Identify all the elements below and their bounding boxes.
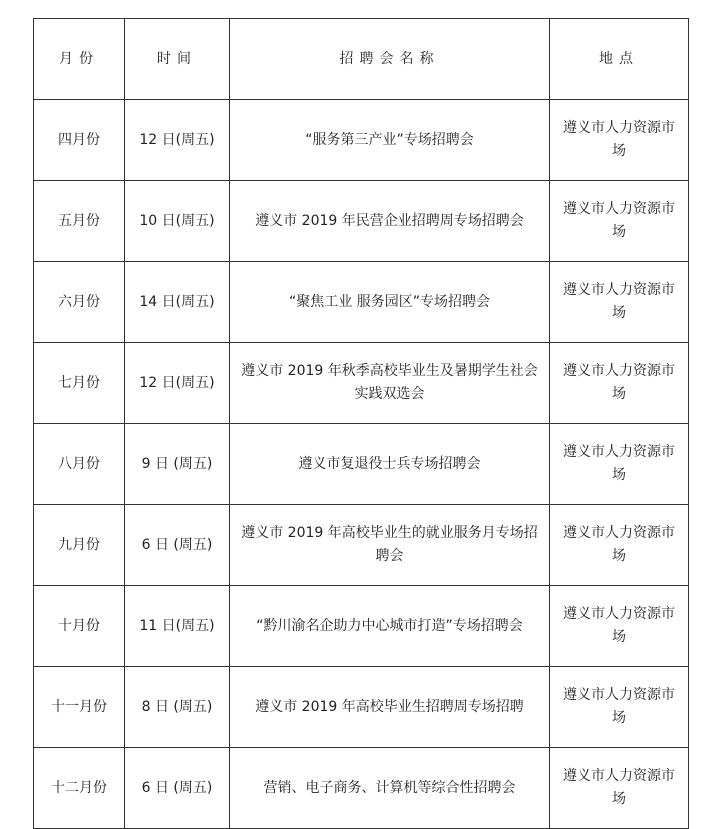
cell-location bbox=[550, 667, 689, 748]
cell-time: 6 日 (周五) bbox=[125, 748, 230, 829]
table-row bbox=[34, 343, 689, 424]
location-text: 遵义市人力资源市场 bbox=[563, 444, 675, 483]
table-row bbox=[34, 424, 689, 505]
fair-name-text: “黔川渝名企助力中心城市打造”专场招聘会 bbox=[256, 617, 523, 634]
cell-fair-name bbox=[230, 505, 550, 586]
cell-location bbox=[550, 748, 689, 829]
table-header-row bbox=[34, 19, 689, 100]
cell-time: 8 日 (周五) bbox=[125, 667, 230, 748]
cell-month: 九月份 bbox=[34, 505, 125, 586]
table-row bbox=[34, 586, 689, 667]
fair-name-text: 遵义市复退役士兵专场招聘会 bbox=[298, 455, 481, 472]
location-text: 遵义市人力资源市场 bbox=[563, 282, 675, 321]
fair-name-text: 遵义市 2019 年高校毕业生的就业服务月专场招聘会 bbox=[241, 525, 538, 564]
fair-name-text: 营销、电子商务、计算机等综合性招聘会 bbox=[263, 779, 516, 796]
fair-name-text: 遵义市 2019 年高校毕业生招聘周专场招聘 bbox=[255, 698, 524, 715]
table-row bbox=[34, 505, 689, 586]
fair-name-text: “聚焦工业 服务园区”专场招聘会 bbox=[289, 293, 490, 310]
cell-time: 11 日(周五) bbox=[125, 586, 230, 667]
fair-name-text: 遵义市 2019 年民营企业招聘周专场招聘会 bbox=[255, 212, 524, 229]
location-text: 遵义市人力资源市场 bbox=[563, 201, 675, 240]
cell-time: 9 日 (周五) bbox=[125, 424, 230, 505]
location-text: 遵义市人力资源市场 bbox=[563, 606, 675, 645]
cell-time: 14 日(周五) bbox=[125, 262, 230, 343]
cell-fair-name bbox=[230, 181, 550, 262]
fair-name-text: “服务第三产业”专场招聘会 bbox=[305, 131, 474, 148]
cell-month: 十一月份 bbox=[34, 667, 125, 748]
table-row bbox=[34, 262, 689, 343]
cell-fair-name bbox=[230, 586, 550, 667]
cell-time: 12 日(周五) bbox=[125, 100, 230, 181]
cell-fair-name bbox=[230, 667, 550, 748]
table-row bbox=[34, 748, 689, 829]
cell-location bbox=[550, 181, 689, 262]
location-text: 遵义市人力资源市场 bbox=[563, 768, 675, 807]
cell-location bbox=[550, 424, 689, 505]
cell-month: 七月份 bbox=[34, 343, 125, 424]
cell-fair-name bbox=[230, 748, 550, 829]
job-fair-schedule-table bbox=[33, 18, 689, 829]
fair-name-text: 遵义市 2019 年秋季高校毕业生及暑期学生社会实践双选会 bbox=[241, 363, 538, 402]
location-text: 遵义市人力资源市场 bbox=[563, 363, 675, 402]
cell-location bbox=[550, 343, 689, 424]
location-text: 遵义市人力资源市场 bbox=[563, 687, 675, 726]
cell-fair-name bbox=[230, 100, 550, 181]
cell-location bbox=[550, 505, 689, 586]
header-month: 月份 bbox=[34, 19, 125, 100]
location-text: 遵义市人力资源市场 bbox=[563, 120, 675, 159]
cell-time: 12 日(周五) bbox=[125, 343, 230, 424]
cell-time: 6 日 (周五) bbox=[125, 505, 230, 586]
table-row bbox=[34, 667, 689, 748]
cell-fair-name bbox=[230, 262, 550, 343]
table-row bbox=[34, 100, 689, 181]
cell-location bbox=[550, 262, 689, 343]
header-fair-name: 招聘会名称 bbox=[230, 19, 550, 100]
cell-fair-name bbox=[230, 343, 550, 424]
cell-month: 八月份 bbox=[34, 424, 125, 505]
header-time: 时间 bbox=[125, 19, 230, 100]
cell-time: 10 日(周五) bbox=[125, 181, 230, 262]
cell-month: 十二月份 bbox=[34, 748, 125, 829]
cell-month: 六月份 bbox=[34, 262, 125, 343]
location-text: 遵义市人力资源市场 bbox=[563, 525, 675, 564]
table-row bbox=[34, 181, 689, 262]
cell-location bbox=[550, 586, 689, 667]
cell-month: 四月份 bbox=[34, 100, 125, 181]
cell-fair-name bbox=[230, 424, 550, 505]
cell-location bbox=[550, 100, 689, 181]
cell-month: 十月份 bbox=[34, 586, 125, 667]
cell-month: 五月份 bbox=[34, 181, 125, 262]
header-location: 地点 bbox=[550, 19, 689, 100]
